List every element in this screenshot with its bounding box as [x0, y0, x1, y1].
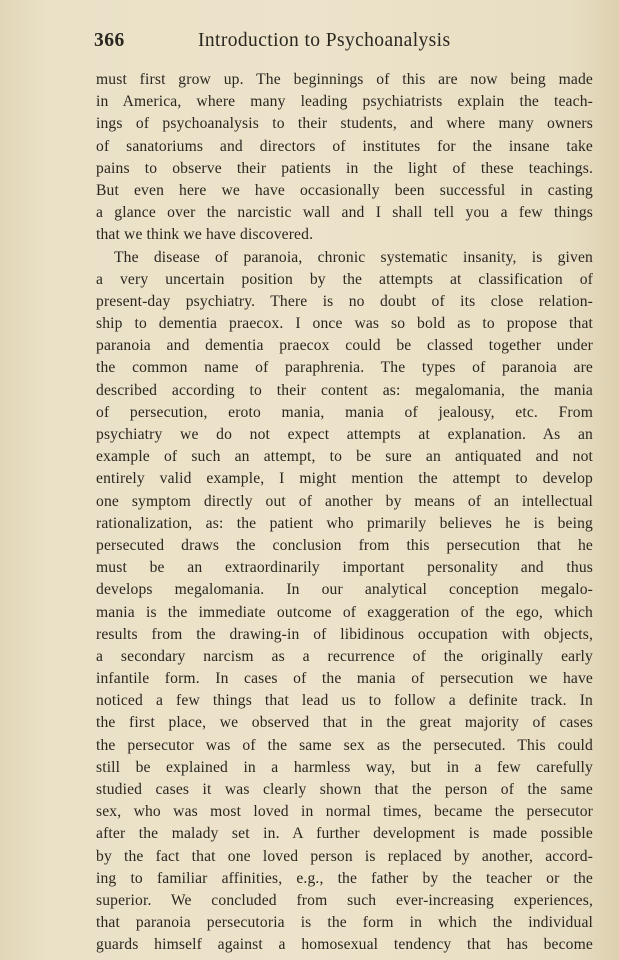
text-line: ship to dementia praecox. I once was so bold as to propose that	[96, 315, 593, 333]
text-line: a glance over the narcistic wall and I shall tell you a few things	[96, 204, 593, 222]
text-line: one symptom directly out of another by means of an intellectual	[96, 492, 593, 510]
text-line: must first grow up. The beginnings of this are now being made	[96, 71, 593, 88]
text-line: of persecution, eroto mania, mania of jealousy, etc. From	[96, 403, 593, 421]
text-line: that paranoia persecutoria is the form in which the individual	[96, 914, 593, 932]
running-head: Introduction to Psychoanalysis	[198, 30, 451, 51]
text-line: But even here we have occasionally been successful in casting	[96, 181, 593, 199]
text-line: sex, who was most loved in normal times, became the persecutor	[96, 803, 593, 821]
text-line: that we think we have discovered.	[96, 226, 314, 244]
text-line: persecuted draws the conclusion from this persecution that he	[96, 536, 593, 554]
text-line: still be explained in a harmless way, but in a few carefully	[96, 758, 593, 776]
text-line: of sanatoriums and directors of institutes for the insane take	[96, 137, 593, 155]
text-line: must be an extraordinarily important personality and thus	[96, 559, 593, 577]
text-line: by the fact that one loved person is replaced by another, accord-	[96, 847, 593, 865]
paragraph-start-line: The disease of paranoia, chronic systematic insanity, is given	[114, 248, 593, 266]
text-line: pains to observe their patients in the light of these teachings.	[96, 159, 593, 177]
text-line: ings of psychoanalysis to their students, and where many owners	[96, 115, 593, 133]
text-line: rationalization, as: the patient who primarily believes he is being	[96, 514, 593, 532]
text-line: example of such an attempt, to be sure an antiquated and not	[96, 448, 593, 466]
text-line: the first place, we observed that in the great majority of cases	[96, 714, 593, 732]
text-line: psychiatry we do not expect attempts at explanation. As an	[96, 426, 593, 443]
text-line: paranoia and dementia praecox could be classed together under	[96, 337, 593, 355]
body-text	[96, 69, 593, 957]
text-line: entirely valid example, I might mention the attempt to develop	[96, 470, 593, 488]
text-line: the common name of paraphrenia. The types of paranoia are	[96, 359, 593, 377]
text-line: noticed a few things that lead us to follow a definite track. In	[96, 692, 593, 710]
text-line: after the malady set in. A further development is made possible	[96, 825, 593, 843]
text-line: a very uncertain position by the attempts at classification of	[96, 270, 593, 288]
text-line: described according to their content as: megalomania, the mania	[96, 381, 593, 399]
text-line: mania is the immediate outcome of exaggeration of the ego, which	[96, 603, 593, 621]
page-number: 366	[94, 30, 125, 51]
text-line: present-day psychiatry. There is no doubt of its close relation-	[96, 292, 593, 310]
text-line: results from the drawing-in of libidinous occupation with objects,	[96, 625, 593, 643]
text-line: guards himself against a homosexual tendency that has become	[96, 936, 593, 954]
text-line: the persecutor was of the same sex as the persecuted. This could	[96, 736, 593, 754]
text-line: infantile form. In cases of the mania of persecution we have	[96, 670, 593, 688]
text-line: in America, where many leading psychiatrists explain the teach-	[96, 93, 593, 111]
text-line: a secondary narcism as a recurrence of the originally early	[96, 647, 593, 665]
text-line: superior. We concluded from such ever-increasing experiences,	[96, 891, 593, 909]
text-line: develops megalomania. In our analytical conception megalo-	[96, 581, 593, 599]
page-header	[94, 30, 593, 62]
text-line: ing to familiar affinities, e.g., the father by the teacher or the	[96, 869, 593, 887]
text-line: studied cases it was clearly shown that the person of the same	[96, 781, 593, 798]
